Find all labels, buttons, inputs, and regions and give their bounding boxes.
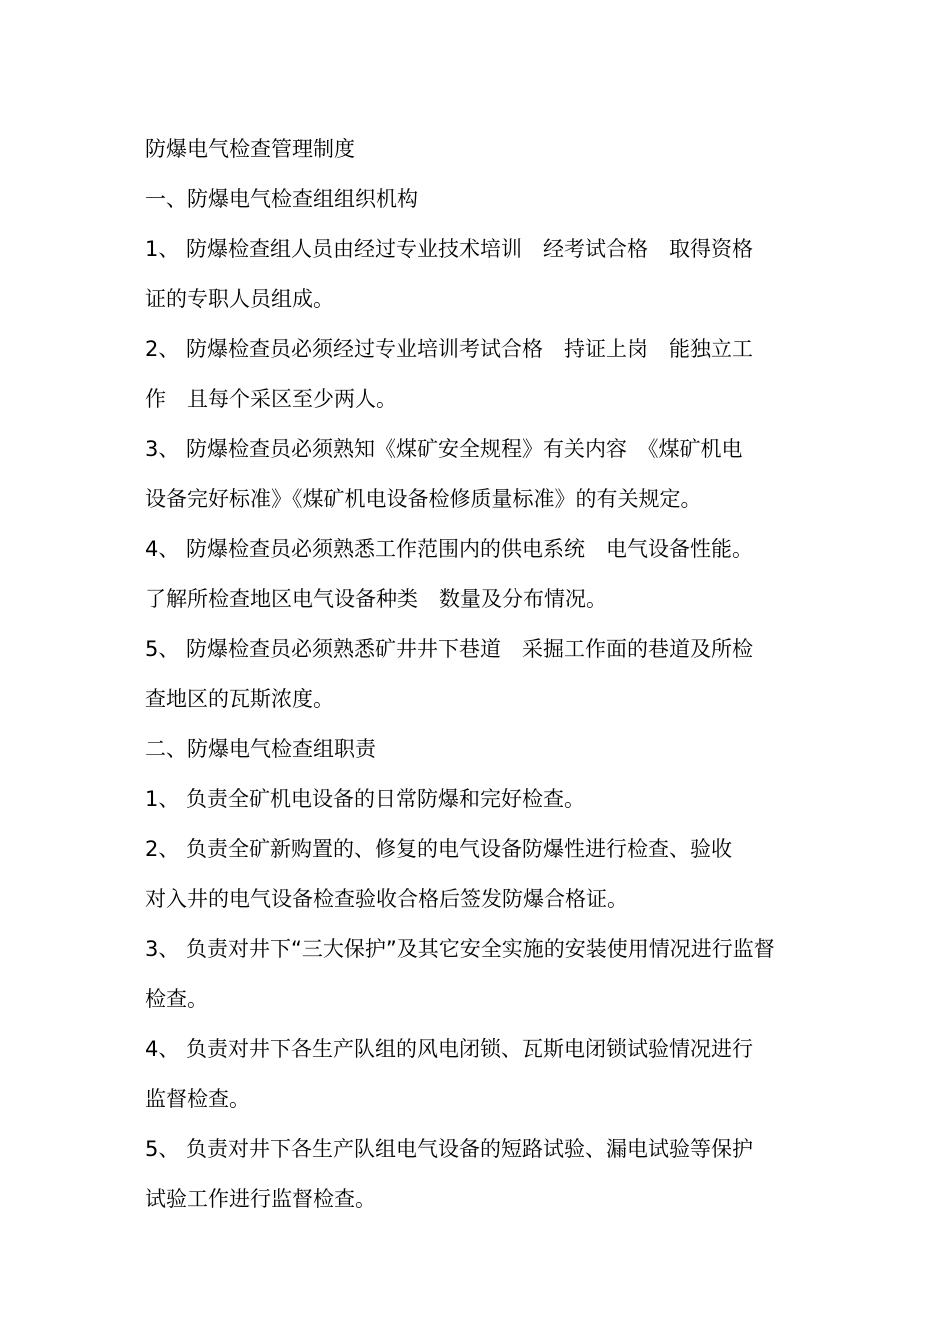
paragraph-line: 对入井的电气设备检查验收合格后签发防爆合格证。: [145, 887, 628, 911]
paragraph-line: 1、 防爆检查组人员由经过专业技术培训 经考试合格 取得资格: [145, 237, 754, 261]
paragraph-line: 试验工作进行监督检查。: [145, 1187, 376, 1211]
paragraph-line: 查地区的瓦斯浓度。: [145, 687, 334, 711]
paragraph-line: 监督检查。: [145, 1087, 250, 1111]
paragraph-line: 了解所检查地区电气设备种类 数量及分布情况。: [145, 587, 607, 611]
paragraph-line: 3、 负责对井下“三大保护”及其它安全实施的安装使用情况进行监督: [145, 937, 775, 961]
paragraph-line: 5、 负责对井下各生产队组电气设备的短路试验、漏电试验等保护: [145, 1137, 754, 1161]
paragraph-line: 3、 防爆检查员必须熟知《煤矿安全规程》有关内容 《煤矿机电: [145, 437, 743, 461]
document-title: 防爆电气检查管理制度: [145, 137, 355, 161]
paragraph-line: 作 且每个采区至少两人。: [145, 387, 397, 411]
paragraph-line: 1、 负责全矿机电设备的日常防爆和完好检查。: [145, 787, 586, 811]
paragraph-line: 5、 防爆检查员必须熟悉矿井井下巷道 采掘工作面的巷道及所检: [145, 637, 754, 661]
document-body: [145, 124, 810, 1224]
paragraph-line: 4、 负责对井下各生产队组的风电闭锁、瓦斯电闭锁试验情况进行: [145, 1037, 754, 1061]
section-heading-1: 一、防爆电气检查组组织机构: [145, 187, 418, 211]
paragraph-line: 检查。: [145, 987, 208, 1011]
paragraph-line: 2、 负责全矿新购置的、修复的电气设备防爆性进行检查、验收: [145, 837, 733, 861]
paragraph-line: 设备完好标准》《煤矿机电设备检修质量标准》的有关规定。: [145, 487, 702, 511]
section-heading-2: 二、防爆电气检查组职责: [145, 737, 376, 761]
paragraph-line: 4、 防爆检查员必须熟悉工作范围内的供电系统 电气设备性能。: [145, 537, 754, 561]
paragraph-line: 证的专职人员组成。: [145, 287, 334, 311]
paragraph-line: 2、 防爆检查员必须经过专业培训考试合格 持证上岗 能独立工: [145, 337, 754, 361]
